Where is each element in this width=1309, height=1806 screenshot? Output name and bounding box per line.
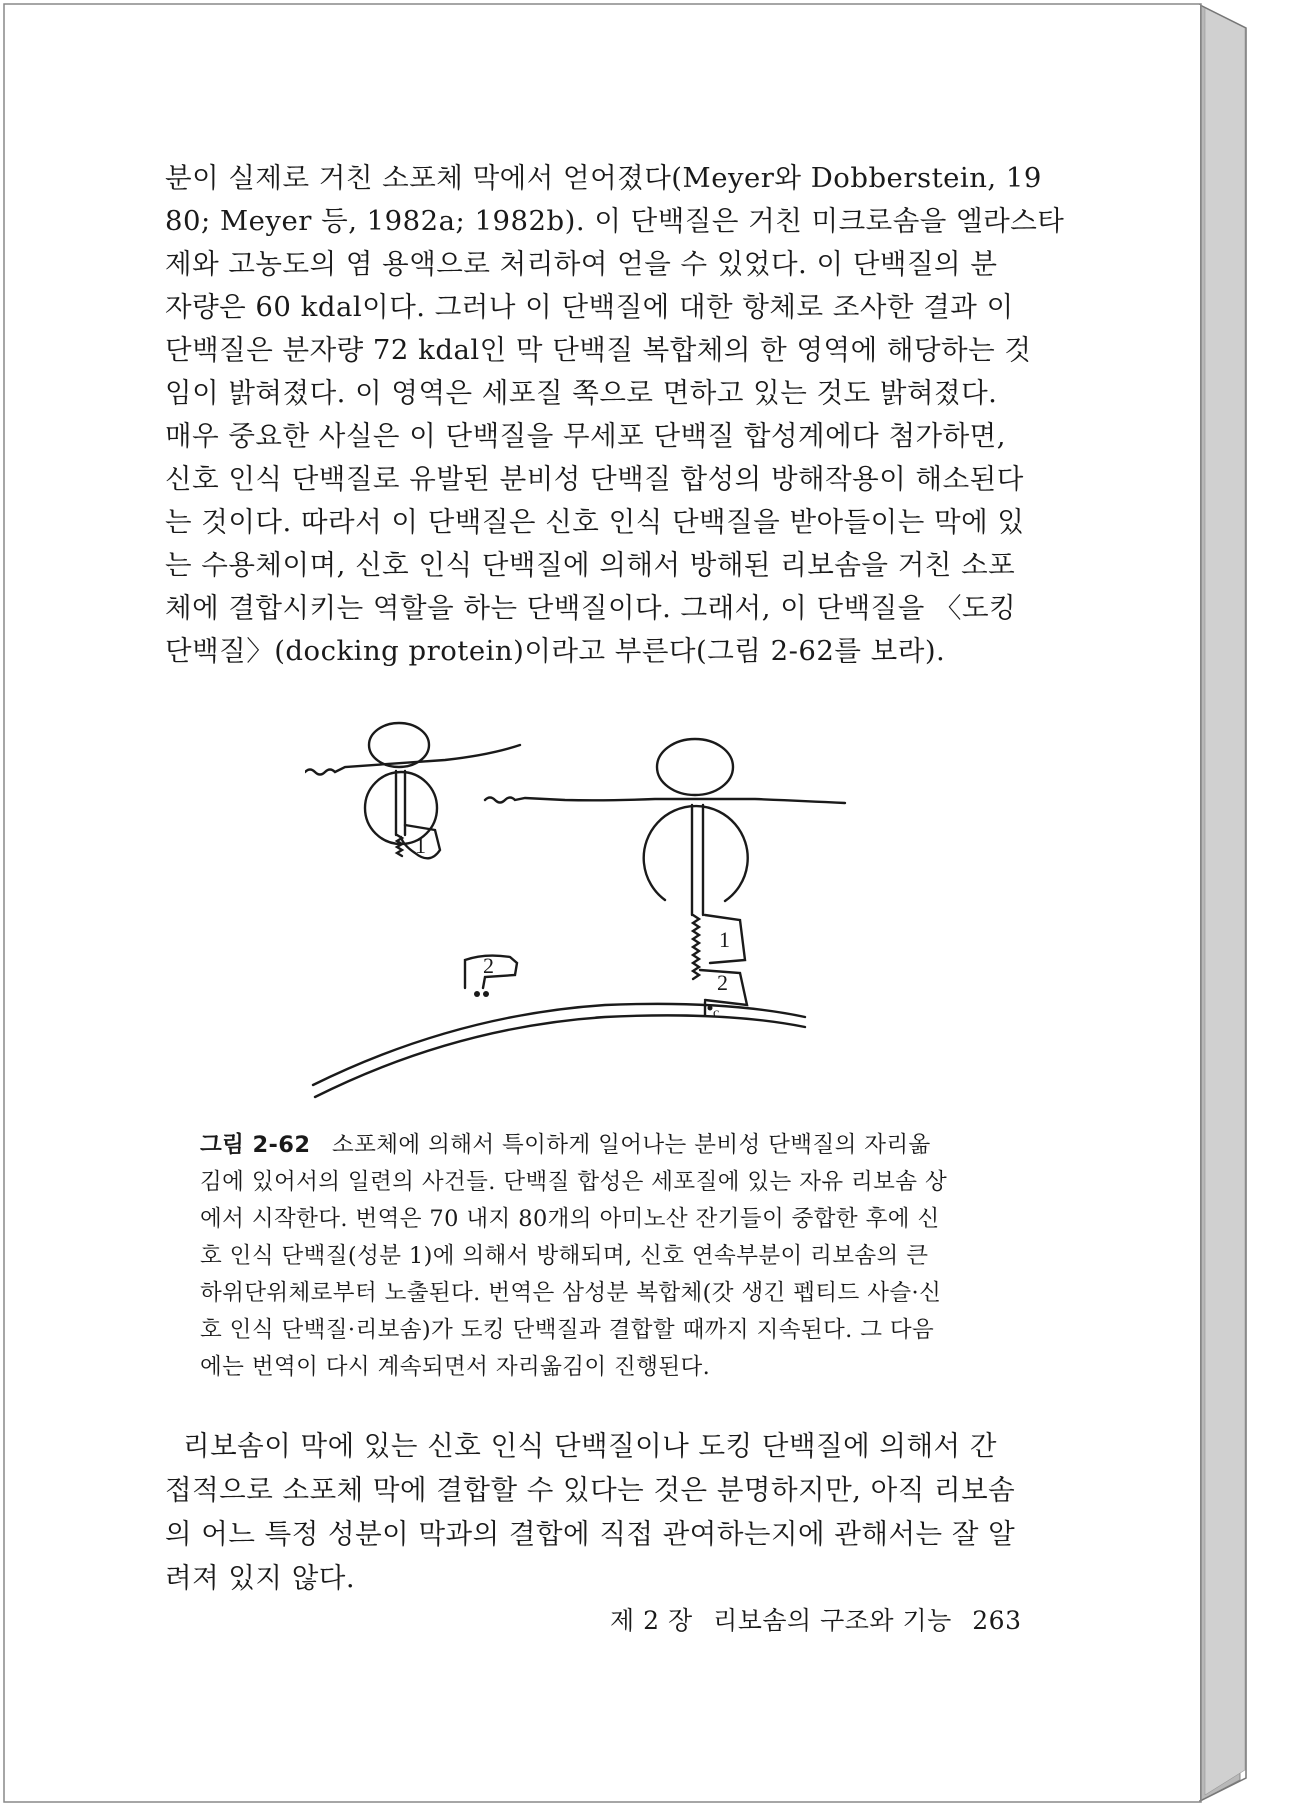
caption-line: 하위단위체로부터 노출된다. 번역은 삼성분 복합체(갓 생긴 펩티드 사슬·신 bbox=[200, 1280, 942, 1306]
caption-line bbox=[200, 1127, 931, 1159]
page-number: 263 bbox=[972, 1606, 1022, 1635]
text-line: 단백질은 분자량 72 kdal인 막 단백질 복합체의 한 영역에 해당하는 것 bbox=[165, 334, 1032, 366]
mrna-strand bbox=[485, 798, 845, 804]
caption-line: 호 인식 단백질(성분 1)에 의해서 방해되며, 신호 연속부분이 리보솜의 큰 bbox=[200, 1243, 929, 1269]
figure-label: 1 bbox=[719, 927, 730, 952]
ribosome-large-subunit bbox=[365, 772, 437, 844]
svg-text:c: c bbox=[713, 1006, 720, 1021]
ribosome-large-subunit bbox=[644, 806, 748, 901]
ribosome-small-subunit bbox=[369, 723, 429, 767]
text-line: 80; Meyer 등, 1982a; 1982b). 이 단백질은 거친 미크로솜을 엘라스타 bbox=[165, 205, 1065, 237]
running-footer bbox=[610, 1601, 1021, 1637]
caption-line: 호 인식 단백질·리보솜)가 도킹 단백질과 결합할 때까지 지속된다. 그 다음 bbox=[200, 1317, 935, 1343]
caption-label: 그림 2-62 bbox=[200, 1132, 311, 1158]
text-line: 단백질〉(docking protein)이라고 부른다(그림 2-62를 보라). bbox=[165, 635, 946, 667]
text-line: 접적으로 소포체 막에 결합할 수 있다는 것은 분명하지만, 아직 리보솜 bbox=[165, 1474, 1016, 1506]
mrna-strand bbox=[305, 745, 520, 775]
text-line: 제와 고농도의 염 용액으로 처리하여 얻을 수 있었다. 이 단백질의 분 bbox=[165, 248, 998, 280]
footer-chapter: 제 2 장 bbox=[610, 1606, 693, 1635]
text-line: 는 것이다. 따라서 이 단백질은 신호 인식 단백질을 받아들이는 막에 있 bbox=[165, 506, 1025, 538]
text-line: 분이 실제로 거친 소포체 막에서 얻어졌다(Meyer와 Dobberstein, 19 bbox=[165, 162, 1042, 194]
text-line: 체에 결합시키는 역할을 하는 단백질이다. 그래서, 이 단백질을 〈도킹 bbox=[165, 592, 1017, 624]
text-line: 는 수용체이며, 신호 인식 단백질에 의해서 방해된 리보솜을 거친 소포 bbox=[165, 549, 1016, 581]
text-line: 리보솜이 막에 있는 신호 인식 단백질이나 도킹 단백질에 의해서 간 bbox=[183, 1430, 997, 1462]
book-page bbox=[5, 5, 1200, 1800]
figure-label: 1 bbox=[415, 833, 426, 858]
text-line: 자량은 60 kdal이다. 그러나 이 단백질에 대한 항체로 조사한 결과 이 bbox=[165, 291, 1014, 323]
text-line: 매우 중요한 사실은 이 단백질을 무세포 단백질 합성계에다 첨가하면, bbox=[165, 420, 1006, 452]
er-membrane bbox=[313, 1004, 805, 1085]
figure-label: 2 bbox=[483, 953, 494, 978]
text-line: 임이 밝혀졌다. 이 영역은 세포질 쪽으로 면하고 있는 것도 밝혀졌다. bbox=[165, 377, 998, 409]
signal-sequence bbox=[693, 915, 699, 979]
caption-text: 소포체에 의해서 특이하게 일어나는 분비성 단백질의 자리옮 bbox=[331, 1132, 931, 1158]
figure-label: 2 bbox=[717, 970, 728, 995]
caption-line: 에는 번역이 다시 계속되면서 자리옮김이 진행된다. bbox=[200, 1354, 711, 1380]
footer-title: 리보솜의 구조와 기능 bbox=[713, 1606, 952, 1635]
text-line: 려져 있지 않다. bbox=[165, 1562, 356, 1594]
caption-line: 김에 있어서의 일련의 사건들. 단백질 합성은 세포질에 있는 자유 리보솜 상 bbox=[200, 1169, 948, 1195]
figure-2-62-diagram bbox=[305, 705, 885, 1105]
er-membrane bbox=[315, 1015, 805, 1097]
text-line: 신호 인식 단백질로 유발된 분비성 단백질 합성의 방해작용이 해소된다 bbox=[165, 463, 1024, 495]
caption-line: 에서 시작한다. 번역은 70 내지 80개의 아미노산 잔기들이 중합한 후에 신 bbox=[200, 1206, 940, 1232]
text-line: 의 어느 특정 성분이 막과의 결합에 직접 관여하는지에 관해서는 잘 알 bbox=[165, 1518, 1016, 1550]
ribosome-small-subunit bbox=[657, 739, 733, 795]
